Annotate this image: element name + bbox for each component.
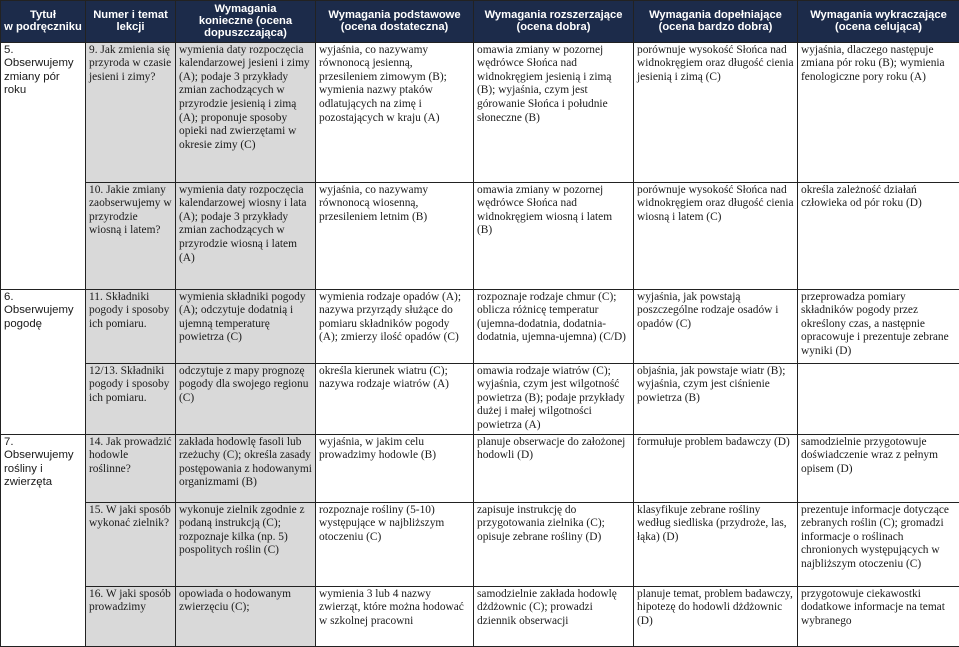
cell-rozszerzajace: omawia rodzaje wiatrów (C); wyjaśnia, czym jest wilgotność powietrza (B); podaje przykłady dużej i małej wilgotności powietrza (A) <box>474 363 634 434</box>
header-dopelniajace: Wymagania dopełniające (ocena bardzo dobra) <box>634 1 798 43</box>
cell-wykraczajace: wyjaśnia, dlaczego następuje zmiana pór roku (B); wymienia fenologiczne pory roku (A) <box>798 42 959 182</box>
cell-podstawowe: wyjaśnia, w jakim celu prowadzimy hodowle (B) <box>316 434 474 502</box>
cell-dopelniajace: objaśnia, jak powstaje wiatr (B); wyjaśnia, czym jest ciśnienie powietrza (B) <box>634 363 798 434</box>
cell-dopelniajace: porównuje wysokość Słońca nad widnokręgiem oraz długość cienia jesienią i zimą (C) <box>634 42 798 182</box>
cell-dopelniajace: planuje temat, problem badawczy, hipotezę do hodowli dżdżownic (D) <box>634 586 798 646</box>
cell-wykraczajace: przygotowuje ciekawostki dodatkowe informacje na temat wybranego <box>798 586 959 646</box>
table-row <box>1 182 959 289</box>
cell-rozszerzajace: rozpoznaje rodzaje chmur (C); oblicza różnicę temperatur (ujemna-dodatnia, dodatnia-dodatnia, ujemna-ujemna) (C/D) <box>474 289 634 363</box>
header-title: Tytuł w podręczniku <box>1 1 86 43</box>
cell-wykraczajace: określa zależność działań człowieka od pór roku (D) <box>798 182 959 289</box>
cell-podstawowe: wymienia rodzaje opadów (A); nazywa przyrządy służące do pomiaru składników pogody (A); zmierzy ilość opadów (C) <box>316 289 474 363</box>
cell-wykraczajace <box>798 363 959 434</box>
cell-konieczne: odczytuje z mapy prognozę pogody dla swojego regionu (C) <box>176 363 316 434</box>
cell-rozszerzajace: samodzielnie zakłada hodowlę dżdżownic (C); prowadzi dziennik obserwacji <box>474 586 634 646</box>
cell-rozszerzajace: planuje obserwacje do założonej hodowli (D) <box>474 434 634 502</box>
table-row <box>1 502 959 586</box>
cell-wykraczajace: samodzielnie przygotowuje doświadczenie wraz z pełnym opisem (D) <box>798 434 959 502</box>
cell-podstawowe: wymienia 3 lub 4 nazwy zwierząt, które można hodować w szkolnej pracowni <box>316 586 474 646</box>
table-row <box>1 42 959 182</box>
cell-rozszerzajace: omawia zmiany w pozornej wędrówce Słońca nad widnokręgiem jesienią i zimą (B); wyjaśnia, czym jest górowanie Słońca i południe słoneczne (B) <box>474 42 634 182</box>
lesson-topic: 14. Jak prowadzić hodowle roślinne? <box>86 434 176 502</box>
lesson-topic: 15. W jaki sposób wykonać zielnik? <box>86 502 176 586</box>
table-row <box>1 434 959 502</box>
cell-rozszerzajace: zapisuje instrukcję do przygotowania zielnika (C); opisuje zebrane rośliny (D) <box>474 502 634 586</box>
cell-dopelniajace: klasyfikuje zebrane rośliny według siedliska (przydroże, las, łąka) (D) <box>634 502 798 586</box>
cell-konieczne: wymienia składniki pogody (A); odczytuje dodatnią i ujemną temperaturę powietrza (C) <box>176 289 316 363</box>
section-title: 5. Obserwujemy zmiany pór roku <box>1 42 86 289</box>
cell-konieczne: wymienia daty rozpoczęcia kalendarzowej jesieni i zimy (A); podaje 3 przykłady zmian zachodzących w przyrodzie jesienią i zimą (A); proponuje sposoby opieki nad zwierzętami w okresie zimy (C) <box>176 42 316 182</box>
header-podstawowe: Wymagania podstawowe (ocena dostateczna) <box>316 1 474 43</box>
cell-podstawowe: wyjaśnia, co nazywamy równonocą wiosenną, przesileniem letnim (B) <box>316 182 474 289</box>
header-wykraczajace: Wymagania wykraczające (ocena celująca) <box>798 1 959 43</box>
table-row <box>1 586 959 646</box>
cell-rozszerzajace: omawia zmiany w pozornej wędrówce Słońca nad widnokręgiem wiosną i latem (B) <box>474 182 634 289</box>
header-lesson: Numer i temat lekcji <box>86 1 176 43</box>
table-row <box>1 289 959 363</box>
lesson-topic: 11. Składniki pogody i sposoby ich pomiaru. <box>86 289 176 363</box>
section-title: 6. Obserwujemy pogodę <box>1 289 86 434</box>
header-rozszerzajace: Wymagania rozszerzające (ocena dobra) <box>474 1 634 43</box>
cell-dopelniajace: porównuje wysokość Słońca nad widnokręgiem oraz długość cienia wiosną i latem (C) <box>634 182 798 289</box>
cell-konieczne: wykonuje zielnik zgodnie z podaną instrukcją (C); rozpoznaje kilka (np. 5) pospolitych roślin (C) <box>176 502 316 586</box>
cell-podstawowe: wyjaśnia, co nazywamy równonocą jesienną, przesileniem zimowym (B); wymienia nazwy ptaków odlatujących na zimę i pozostających w kraju (A) <box>316 42 474 182</box>
header-row <box>1 1 959 43</box>
cell-podstawowe: określa kierunek wiatru (C); nazywa rodzaje wiatrów (A) <box>316 363 474 434</box>
lesson-topic: 16. W jaki sposób prowadzimy <box>86 586 176 646</box>
lesson-topic: 12/13. Składniki pogody i sposoby ich pomiaru. <box>86 363 176 434</box>
lesson-topic: 9. Jak zmienia się przyroda w czasie jesieni i zimy? <box>86 42 176 182</box>
cell-konieczne: opowiada o hodowanym zwierzęciu (C); <box>176 586 316 646</box>
table-row <box>1 363 959 434</box>
section-title: 7. Obserwujemy rośliny i zwierzęta <box>1 434 86 646</box>
cell-podstawowe: rozpoznaje rośliny (5-10) występujące w najbliższym otoczeniu (C) <box>316 502 474 586</box>
cell-dopelniajace: wyjaśnia, jak powstają poszczególne rodzaje osadów i opadów (C) <box>634 289 798 363</box>
lesson-topic: 10. Jakie zmiany zaobserwujemy w przyrodzie wiosną i latem? <box>86 182 176 289</box>
cell-wykraczajace: przeprowadza pomiary składników pogody przez określony czas, a następnie opracowuje i prezentuje zebrane wyniki (D) <box>798 289 959 363</box>
header-konieczne: Wymagania konieczne (ocena dopuszczająca) <box>176 1 316 43</box>
cell-konieczne: wymienia daty rozpoczęcia kalendarzowej wiosny i lata (A); podaje 3 przykłady zmian zachodzących w przyrodzie wiosną i latem (A) <box>176 182 316 289</box>
cell-wykraczajace: prezentuje informacje dotyczące zebranych roślin (C); gromadzi informacje o roślinach chronionych występujących w najbliższym otoczeniu (C) <box>798 502 959 586</box>
cell-konieczne: zakłada hodowlę fasoli lub rzeżuchy (C); określa zasady postępowania z hodowanymi organizmami (B) <box>176 434 316 502</box>
cell-dopelniajace: formułuje problem badawczy (D) <box>634 434 798 502</box>
